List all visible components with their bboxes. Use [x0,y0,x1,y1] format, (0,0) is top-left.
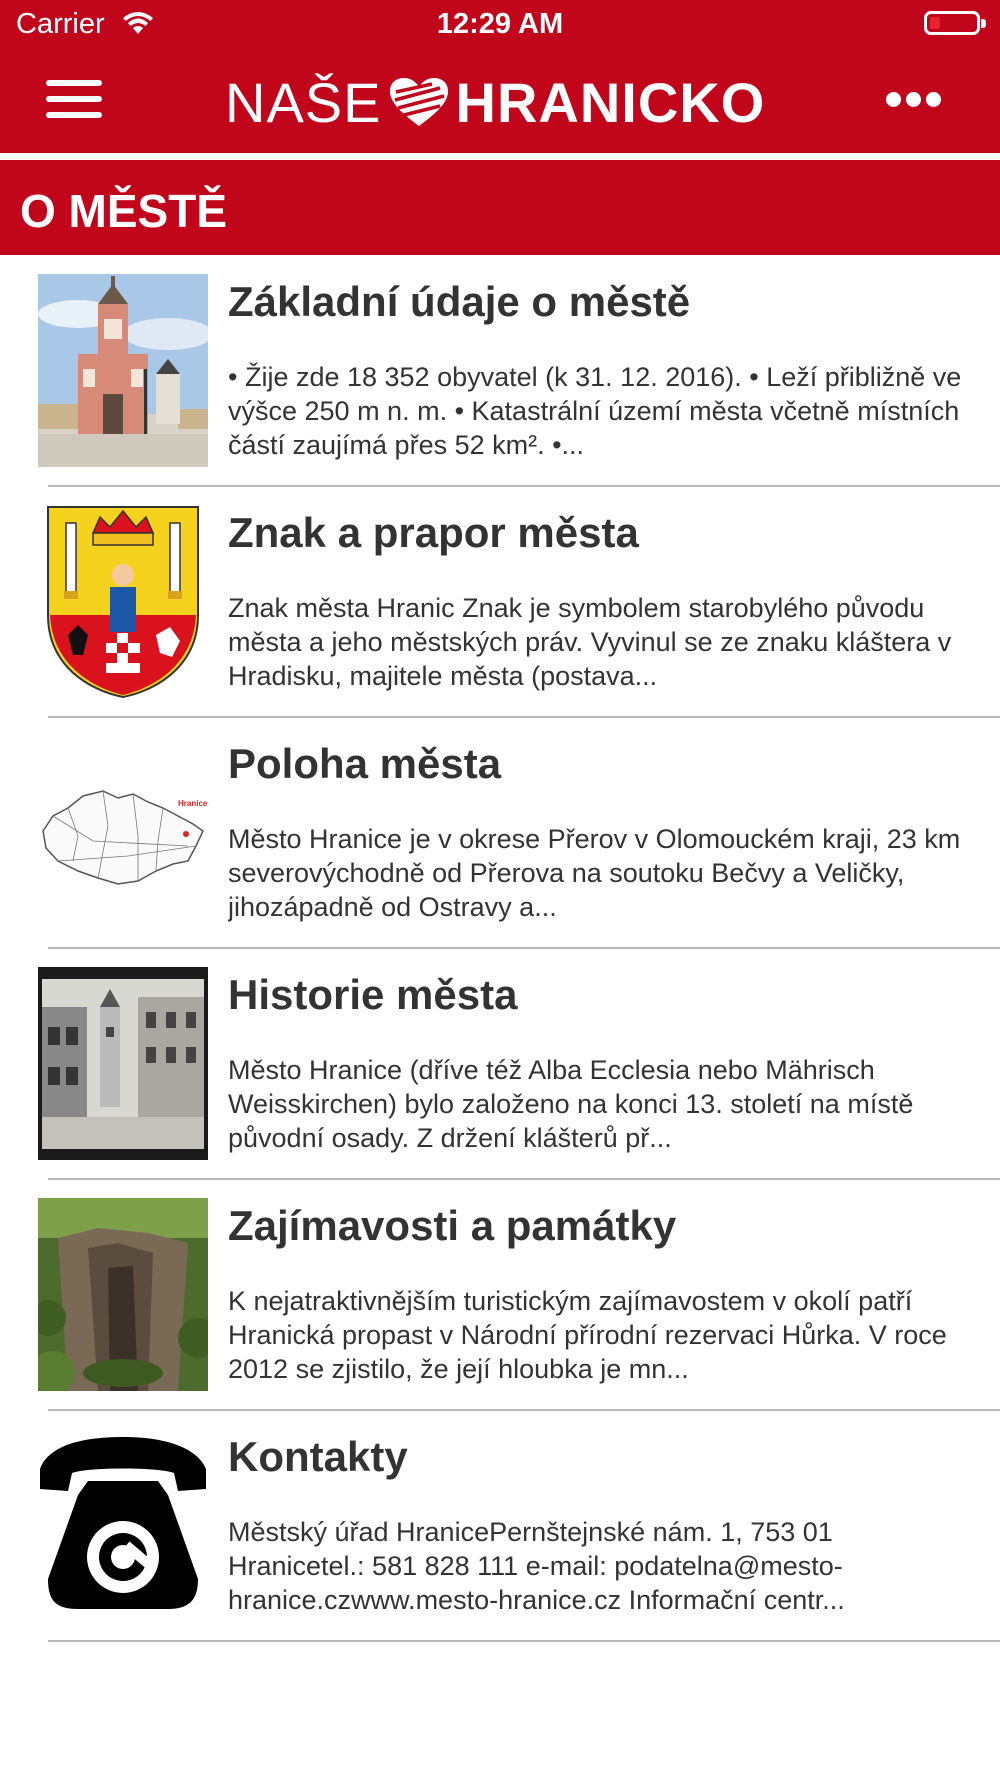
section-header [0,160,1000,255]
list-item-attractions[interactable] [0,1180,1000,1411]
status-time: 12:29 AM [436,8,564,40]
item-description: Město Hranice je v okrese Přerov v Olomouckém kraji, 23 km severovýchodně od Přerova na soutoku Bečvy a Veličky, jihozápadně od Ostravy a... [228,824,961,922]
section-title: O MĚSTĚ [20,185,228,237]
app-logo [225,72,765,132]
list-item-coat-of-arms[interactable] [0,487,1000,718]
historic-photo-thumbnail [38,967,208,1160]
item-title: Historie města [228,971,518,1018]
logo-text-nase: NAŠE [225,70,382,134]
article-list [0,256,1000,1642]
item-description: Městský úřad HranicePernštejnské nám. 1, 753 01 Hranicetel.: 581 828 111 e-mail: podatelna@mesto-hranice.czwww.mesto-hranice.cz Informační centr... [228,1517,845,1615]
map-thumbnail [38,736,208,929]
status-bar [0,0,1000,50]
list-item-history[interactable] [0,949,1000,1180]
item-title: Zajímavosti a památky [228,1202,677,1249]
coat-of-arms-thumbnail [38,505,208,698]
item-title: Poloha města [228,740,502,787]
item-title: Základní údaje o městě [228,278,691,325]
item-description: • Žije zde 18 352 obyvatel (k 31. 12. 2016). • Leží přibližně ve výšce 250 m n. m. • Katastrální území města včetně místních částí zaujímá přes 52 km². •... [228,362,962,460]
list-item-basic-info[interactable] [0,256,1000,487]
divider [48,1640,1000,1642]
list-item-contacts[interactable] [0,1411,1000,1642]
church-thumbnail [38,274,208,467]
hamburger-menu-button[interactable] [46,80,102,122]
item-title: Znak a prapor města [228,509,639,556]
item-description: K nejatraktivnějším turistickým zajímavostem v okolí patří Hranická propast v Národní přírodní rezervaci Hůrka. V roce 2012 se zjistilo, že její hloubka je mn... [228,1286,947,1384]
list-item-location[interactable] [0,718,1000,949]
more-options-button[interactable] [886,92,942,110]
battery-icon [924,11,980,35]
item-title: Kontakty [228,1433,408,1480]
logo-text-hranicko: HRANICKO [455,70,766,134]
heart-logo-icon [388,76,450,128]
item-description: Město Hranice (dříve též Alba Ecclesia nebo Mährisch Weisskirchen) bylo založeno na konci 13. století na místě původní osady. Z držení klášterů př... [228,1055,914,1153]
telephone-icon [38,1429,208,1622]
map-city-label: Hranice [178,799,208,808]
app-header [0,0,1000,153]
carrier-label: Carrier [16,8,105,40]
item-description: Znak města Hranic Znak je symbolem starobylého původu města a jeho městských práv. Vyvinul se ze znaku kláštera v Hradisku, majitele města (postava... [228,593,952,691]
abyss-photo-thumbnail [38,1198,208,1391]
